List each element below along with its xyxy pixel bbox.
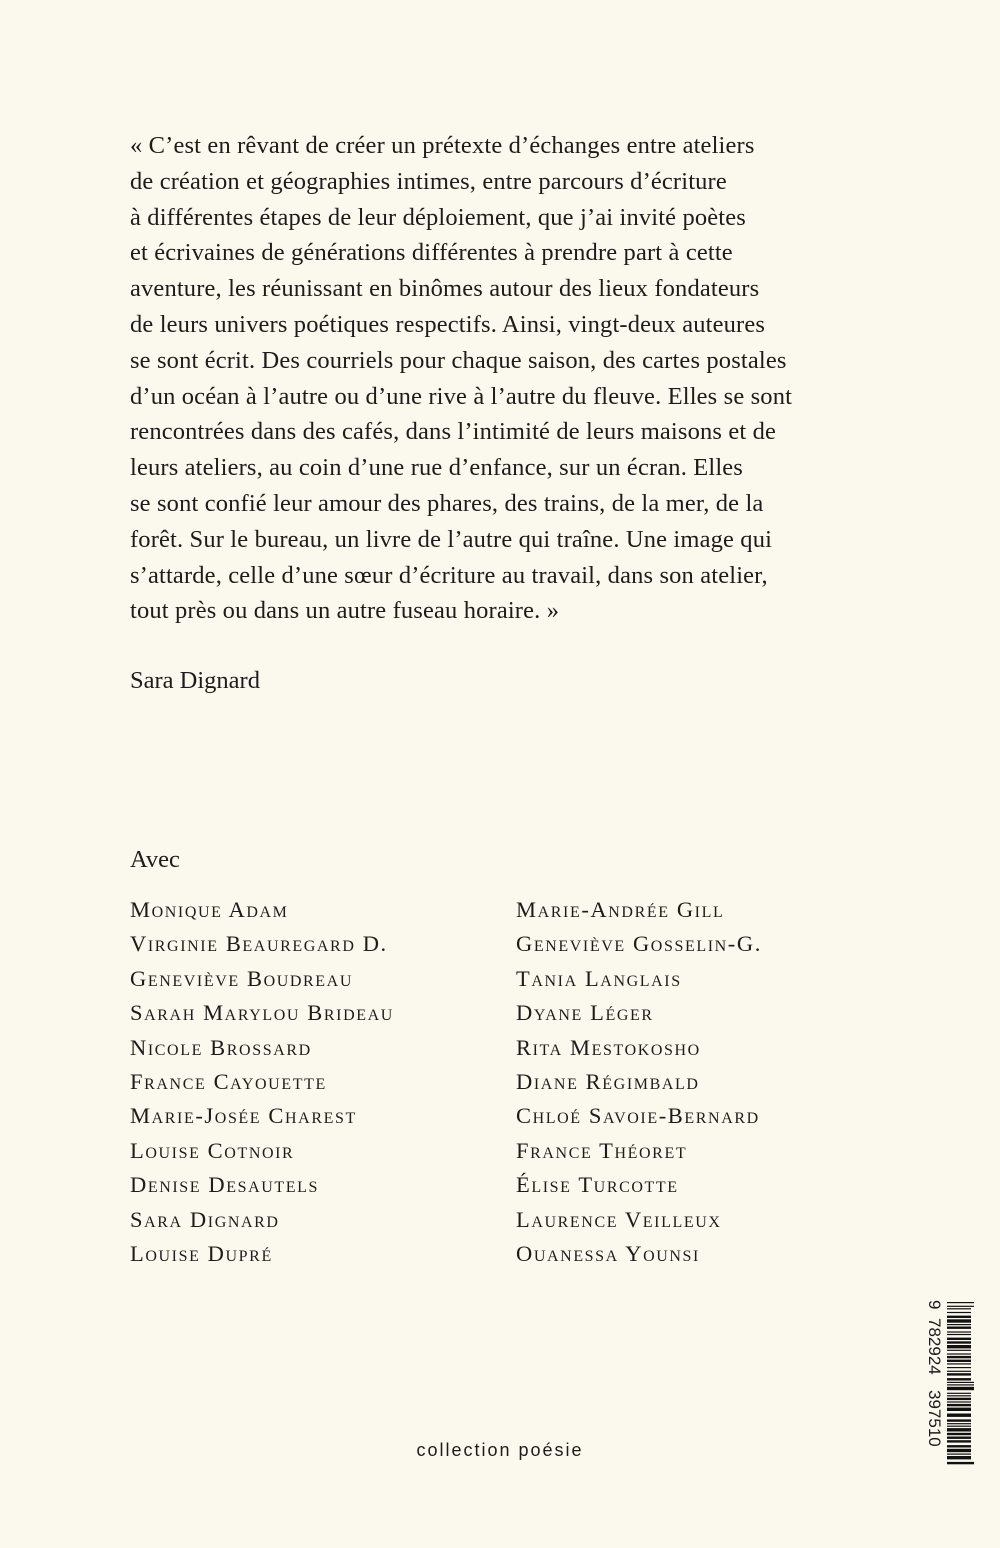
barcode-bar [947, 1382, 974, 1383]
barcode-bar [947, 1462, 974, 1464]
barcode-bar [947, 1437, 971, 1439]
quote-line: se sont confié leur amour des phares, des trains, de la mer, de la [130, 489, 764, 517]
barcode-bar [947, 1338, 971, 1340]
barcode-bar [947, 1378, 971, 1380]
contributor-name: Chloé Savoie-Bernard [516, 1103, 760, 1129]
barcode-bar [947, 1324, 971, 1325]
contributor-name: Tania Langlais [516, 965, 682, 991]
quote-author: Sara Dignard [130, 667, 260, 694]
contributor-name: France Théoret [516, 1137, 688, 1163]
quote-line: et écrivaines de générations différentes à prendre part à cette [130, 239, 733, 267]
contributor-name: Louise Cotnoir [130, 1137, 295, 1163]
isbn-digit-group: 782924 [925, 1318, 944, 1375]
quote-line: de leurs univers poétiques respectifs. Ainsi, vingt-deux auteures [130, 310, 766, 338]
barcode-bar [947, 1384, 974, 1385]
barcode-bar [947, 1334, 971, 1335]
barcode-bar [947, 1404, 971, 1406]
contributor-name: Denise Desautels [130, 1172, 320, 1198]
barcode-bar [947, 1360, 971, 1362]
contributor-name: Rita Mestokosho [516, 1034, 701, 1060]
barcode-bar [947, 1393, 971, 1394]
barcode-bar [947, 1312, 971, 1313]
contributor-name: Geneviève Gosselin-G. [516, 931, 762, 957]
barcode-bar [947, 1353, 971, 1354]
barcode-bar [947, 1373, 971, 1375]
quote-line: se sont écrit. Des courriels pour chaque saison, des cartes postales [130, 346, 787, 374]
back-cover-quote [130, 128, 875, 629]
barcode-bar [947, 1433, 971, 1435]
barcode-bar [947, 1419, 971, 1421]
quote-line: d’un océan à l’autre ou d’une rive à l’autre du fleuve. Elles se sont [130, 382, 793, 410]
barcode-bar [947, 1414, 971, 1417]
contributors-intro: Avec [130, 846, 180, 873]
barcode-bar [947, 1395, 971, 1396]
contributor-name: Geneviève Boudreau [130, 965, 353, 991]
barcode-bar [947, 1308, 971, 1309]
contributors-column-left [130, 893, 394, 1271]
contributor-name: Laurence Veilleux [516, 1206, 722, 1232]
quote-line: leurs ateliers, au coin d’une rue d’enfance, sur un écran. Elles [130, 454, 743, 482]
contributor-name: Ouanessa Younsi [516, 1241, 700, 1267]
quote-line: forêt. Sur le bureau, un livre de l’autre qui traîne. Une image qui [130, 525, 773, 553]
quote-line: à différentes étapes de leur déploiement, que j’ai invité poètes [130, 203, 746, 231]
contributors-column-right [516, 893, 762, 1271]
barcode-bar [947, 1350, 971, 1351]
contributor-name: Élise Turcotte [516, 1172, 679, 1198]
quote-line: « C’est en rêvant de créer un prétexte d’échanges entre ateliers [130, 132, 755, 159]
contributor-name: Marie-Josée Charest [130, 1103, 357, 1129]
barcode-bar [947, 1423, 971, 1424]
barcode-bar [947, 1387, 974, 1390]
barcode-bar [947, 1371, 971, 1372]
contributor-name: Marie-Andrée Gill [516, 897, 725, 922]
quote-line: rencontrées dans des cafés, dans l’intimité de leurs maisons et de [130, 418, 777, 446]
barcode-bar [947, 1367, 971, 1368]
barcode-bar [947, 1345, 971, 1348]
barcode-bar [947, 1327, 971, 1329]
contributor-name: Nicole Brossard [130, 1034, 312, 1060]
quote-line: s’attarde, celle d’une sœur d’écriture au travail, dans son atelier, [130, 561, 768, 589]
isbn-digit-group: 9 [925, 1300, 944, 1310]
barcode-bar [947, 1341, 971, 1343]
isbn-digit-group: 397510 [925, 1390, 944, 1447]
barcode-bar [947, 1316, 971, 1318]
barcode-bar [947, 1398, 971, 1400]
quote-line: tout près ou dans un autre fuseau horaire. » [130, 597, 560, 625]
quote-line: aventure, les réunissant en binômes autour des lieux fondateurs [130, 275, 760, 303]
contributor-name: Dyane Léger [516, 1000, 654, 1026]
barcode-bar [947, 1356, 971, 1358]
contributor-name: Sara Dignard [130, 1206, 280, 1232]
barcode-bar [947, 1363, 971, 1364]
barcode-bar [947, 1428, 971, 1431]
barcode-bar [947, 1401, 971, 1402]
quote-line: de création et géographies intimes, entre parcours d’écriture [130, 167, 727, 195]
contributor-name: Sarah Marylou Brideau [130, 1000, 394, 1026]
collection-label: collection poésie [416, 1440, 584, 1460]
barcode-bar [947, 1302, 974, 1303]
contributor-name: Diane Régimbald [516, 1069, 700, 1095]
contributor-name: Virginie Beauregard D. [130, 931, 388, 957]
contributor-name: Louise Dupré [130, 1241, 273, 1267]
barcode-bar [947, 1331, 971, 1332]
barcode-bar [947, 1408, 971, 1411]
contributor-name: France Cayouette [130, 1069, 327, 1095]
contributor-name: Monique Adam [130, 897, 289, 922]
barcode-bar [947, 1306, 974, 1307]
barcode-bar [947, 1319, 971, 1322]
barcode-bar [947, 1426, 971, 1427]
